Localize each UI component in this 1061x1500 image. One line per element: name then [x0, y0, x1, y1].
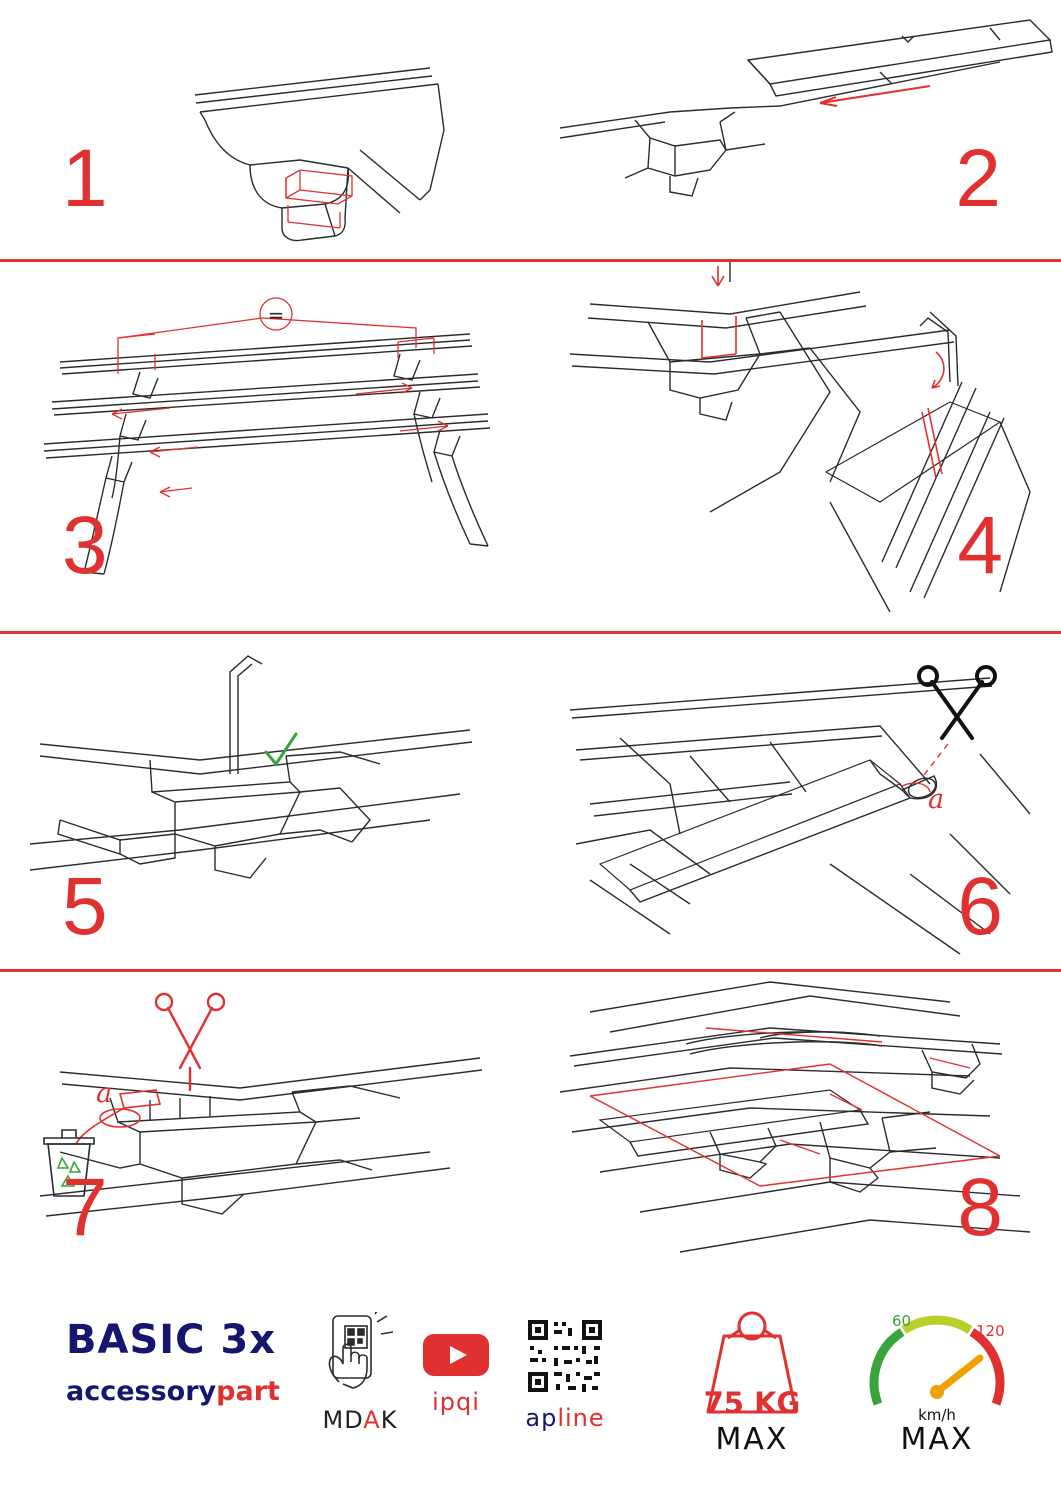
step-8-panel [530, 972, 1061, 1272]
step-6-panel [530, 634, 1061, 969]
step-6-number: 6 [957, 861, 1003, 952]
speedometer-icon [852, 1300, 1022, 1420]
steps-row-1 [0, 0, 1061, 262]
steps-row-4 [0, 972, 1061, 1272]
step-4-number: 4 [957, 500, 1003, 591]
ipqi-caption: ipqi [432, 1388, 480, 1416]
svg-text:=: = [267, 303, 285, 327]
svg-text:60: 60 [892, 1312, 912, 1330]
max-speed-block [852, 1300, 1022, 1457]
step-8-number: 8 [957, 1162, 1003, 1253]
qr-scan-hand-icon [317, 1312, 403, 1398]
brand-title-count: 3x [220, 1317, 277, 1363]
step-2-number: 2 [955, 133, 1001, 224]
mdak-logo[interactable] [300, 1312, 420, 1434]
youtube-icon [421, 1330, 491, 1380]
step-1-panel [0, 0, 530, 259]
step-3-number: 3 [62, 500, 108, 591]
step-4-panel [530, 262, 1061, 631]
step-3-panel [0, 262, 530, 631]
speed-unit: km/h [918, 1406, 956, 1424]
partner-logos [300, 1312, 630, 1472]
apline-caption: apline [525, 1404, 605, 1432]
step-7-panel [0, 972, 530, 1272]
max-weight-block [672, 1300, 832, 1457]
svg-text:120: 120 [976, 1322, 1005, 1340]
brand-title-main: BASIC [66, 1317, 206, 1363]
brand-block [66, 1318, 296, 1407]
step-7-label-a: a [96, 1078, 113, 1109]
step-2-panel [530, 0, 1061, 259]
brand-sub-part: part [216, 1376, 280, 1407]
brand-sub-accessory: accessory [66, 1376, 217, 1407]
footer-bar [0, 1272, 1061, 1500]
step-6-label-a: a [928, 784, 945, 815]
max-weight-caption: MAX [715, 1422, 789, 1457]
step-1-number: 1 [62, 133, 108, 224]
brand-subtitle [66, 1376, 296, 1407]
step-7-number: 7 [62, 1162, 108, 1253]
step-5-panel [0, 634, 530, 969]
step-5-number: 5 [62, 861, 108, 952]
steps-row-2 [0, 262, 1061, 634]
mdak-caption: MDAK [322, 1406, 398, 1434]
qr-code-icon [524, 1316, 606, 1396]
max-weight-value: 75 KG [703, 1386, 801, 1420]
max-speed-caption: MAX [900, 1422, 974, 1457]
apline-logo[interactable] [490, 1316, 640, 1432]
brand-title [66, 1318, 296, 1362]
steps-row-3 [0, 634, 1061, 972]
